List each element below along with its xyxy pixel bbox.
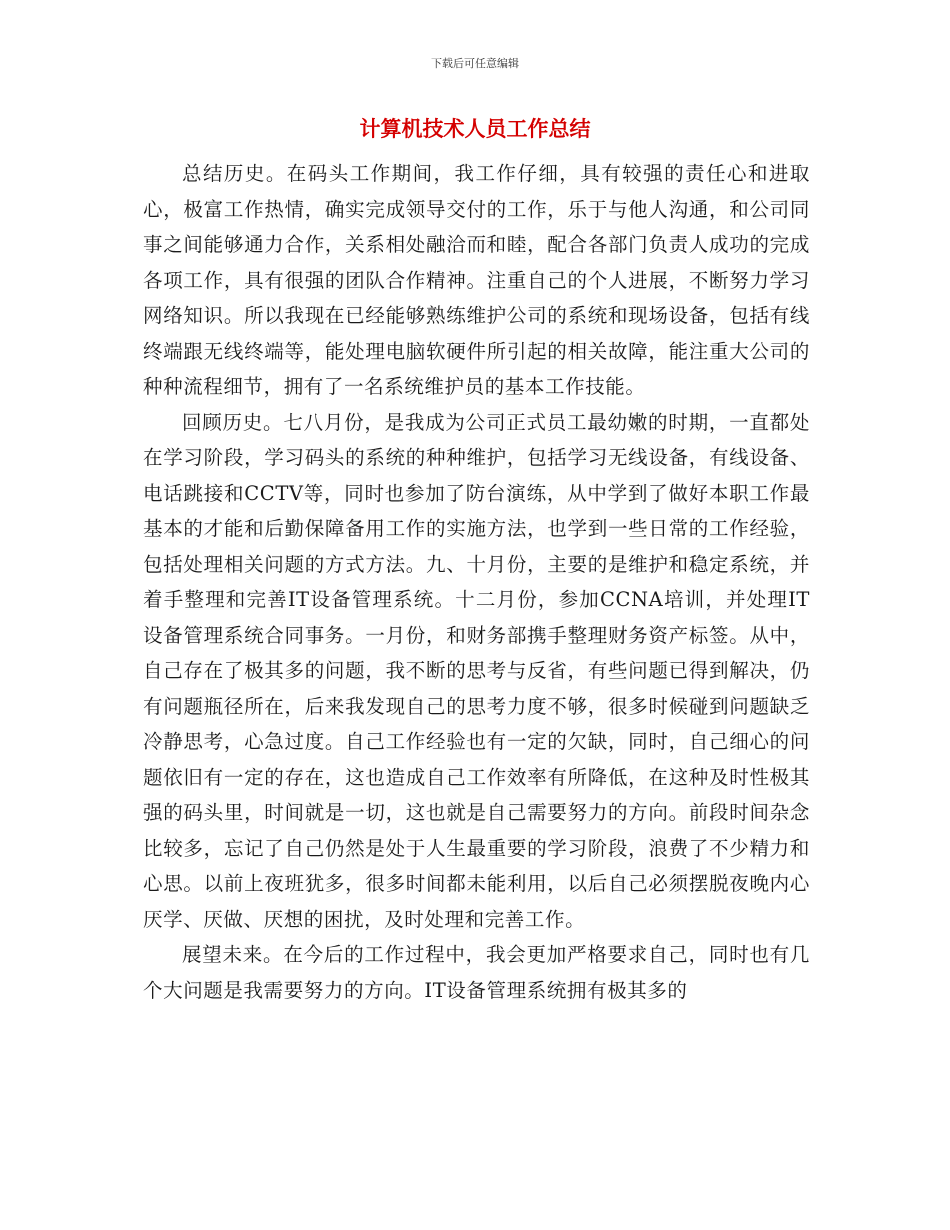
paragraph-outlook: 展望未来。在今后的工作过程中，我会更加严格要求自己，同时也有几个大问题是我需要努力的方向。IT设备管理系统拥有极其多的 (143, 943, 810, 1002)
paragraph-review: 回顾历史。七八月份，是我成为公司正式员工最幼嫩的时期，一直都处在学习阶段，学习码头的系统的种种维护，包括学习无线设备，有线设备、电话跳接和CCTV等，同时也参加了防台演练，从中学到了做好本职工作最基本的才能和后勤保障备用工作的实施方法，也学到一些日常的工作经验，包括处理相关问题的方式方法。九、十月份，主要的是维护和稳定系统，并着手整理和完善IT设备管理系统。十二月份，参加CCNA培训，并处理IT设备管理系统合同事务。一月份，和财务部携手整理财务资产标签。从中，自己存在了极其多的问题，我不断的思考与反省，有些问题已得到解决，仍有问题瓶径所在，后来我发现自己的思考力度不够，很多时候碰到问题缺乏冷静思考，心急过度。自己工作经验也有一定的欠缺，同时，自己细心的问题依旧有一定的存在，这也造成自己工作效率有所降低，在这种及时性极其强的码头里，时间就是一切，这也就是自己需要努力的方向。前段时间杂念比较多，忘记了自己仍然是处于人生最重要的学习阶段，浪费了不少精力和心思。以前上夜班犹多，很多时间都未能利用，以后自己必须摆脱夜晚内心厌学、厌做、厌想的困扰，及时处理和完善工作。 (143, 410, 810, 931)
document-body (143, 156, 810, 1008)
header-note: 下载后可任意编辑 (431, 57, 519, 70)
paragraph-summary: 总结历史。在码头工作期间，我工作仔细，具有较强的责任心和进取心，极富工作热情，确实完成领导交付的工作，乐于与他人沟通，和公司同事之间能够通力合作，关系相处融洽而和睦，配合各部门负责人成功的完成各项工作，具有很强的团队合作精神。注重自己的个人进展，不断努力学习网络知识。所以我现在已经能够熟练维护公司的系统和现场设备，包括有线终端跟无线终端等，能处理电脑软硬件所引起的相关故障，能注重大公司的种种流程细节，拥有了一名系统维护员的基本工作技能。 (143, 162, 810, 398)
document-title: 计算机技术人员工作总结 (359, 117, 591, 141)
